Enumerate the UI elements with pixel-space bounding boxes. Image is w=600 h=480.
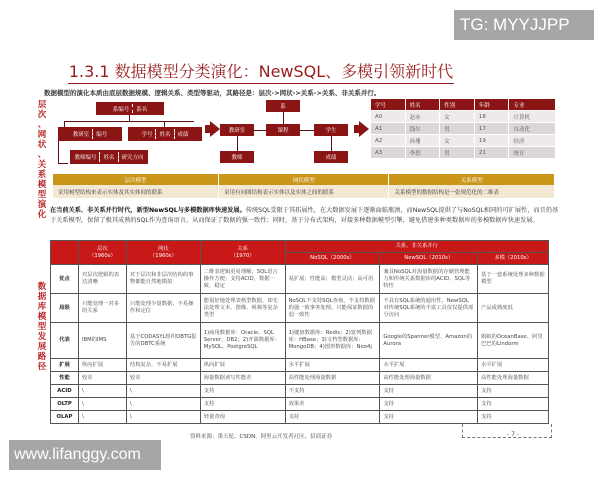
- hier-right-box: 学号 姓名 成绩: [128, 127, 202, 141]
- watermark-tg: TG: MYYJJPP: [454, 10, 594, 40]
- hier-left-box: 教研室 编号: [58, 127, 122, 141]
- side-label-evolution: 层 次 、 网 状 、 关 系 模 型 演 化: [37, 100, 47, 220]
- net-node-student: 学生: [314, 124, 348, 136]
- database-evolution-table: [50, 240, 549, 424]
- page-title: 1.3.1 数据模型分类演化：NewSQL、多模引领新时代: [68, 62, 454, 84]
- page-number: - 7 -: [507, 431, 519, 438]
- table-row: 扩展 纵向扩展 结构复杂，不易扩展 纵向扩展 水平扩展 水平扩展 水平扩展: [51, 359, 549, 372]
- table-row: ACID \ \ 支持 不支持 支持 支持: [51, 385, 549, 398]
- intro-text: 数据模型的演化本质由底层数据规模、逻辑关系、类型等驱动，其路径是：层次->网状->关系->关系、非关系并行。: [44, 89, 381, 97]
- net-node-course: 课程: [266, 124, 300, 136]
- student-relation-table: 学号 姓名 性别 年龄 专业 A0 赵赤 女 18 计算机 A1 钱尔 男 17 自动化 A2 孙珊 女 19 经济 A3 李思 男 21 统计: [370, 98, 556, 159]
- col-header-nosql: NoSQL（2000s）: [285, 253, 380, 265]
- table-row: A1 钱尔 男 17 自动化: [371, 123, 556, 135]
- watermark-site: www.lifanggy.com: [9, 440, 161, 470]
- col-header-network: 网状 （1960s）: [126, 241, 200, 265]
- arrow-right-icon: [210, 121, 220, 137]
- hier-root-box: 系编号 系名: [96, 102, 164, 115]
- hier-grandchild-box: 教师编号 姓名 研究方向: [70, 150, 148, 164]
- net-node-score: 成绩: [314, 151, 348, 163]
- net-node-teacher: 教师: [220, 151, 254, 163]
- col-header-multimodel: 多模（2010s）: [478, 253, 549, 265]
- table-row: 优点 对层次逻辑的表达清晰 对于层次和非层次结构的事物都能自然地模拟 二维表逻辑更易理解；SQL语言操作方便；支持ACID，数据一致、稳定 易扩展；性能高；模型灵活；高可用 兼具NoSQL对海量数据的存储管理能力和传统关系数据库的ACID、SQL等特性 基于一套系统处理多种数据模型: [51, 265, 549, 294]
- table-row: A3 李思 男 21 统计: [371, 147, 556, 159]
- col-header-relational: 关系 （1970）: [200, 241, 285, 265]
- col-header-hierarchical: 层次 （1960s）: [78, 241, 126, 265]
- net-node-dept: 系: [266, 100, 300, 112]
- table-row: A0 赵赤 女 18 计算机: [371, 111, 556, 123]
- table-row: 代表 IBM的IMS 基于CODASYL组织DBTG报告的DBTC系统 1)商用数据库：Oracle、SQL Server、DB2；2)开源数据库：MySQL、PostgreSQL 1)键值数据库：Redis；2)宽列数据库：HBase；3)文档型数据库：MongoDB；4)图形数据库：Neo4j Google的Spanner模型、Amazon的Aurora 蚂蚁的OceanBase、阿里巴巴的Lindorm: [51, 323, 549, 359]
- body-paragraph: 在当前关系、非关系并行时代，新型NewSQL与多模数据库快速发展。传统SQL受限于其拓展性，在大数据发展下逐渐面临瓶颈，而NewSQL提供了与NoSQL相同的可扩展性，而且仍基于关系模型，保留了极其成熟的SQL作为查询语言，从而保证了数据的强一致性；同时，基于分布式架构，对接多种数据模型引擎，避免搭建多种类数据库的多模数据库快速发展。: [50, 207, 559, 224]
- arrow-right-icon: [359, 121, 369, 137]
- source-note: 资料来源：墨天轮、CSDN、阿里云开发者社区、招商证券: [190, 434, 333, 440]
- table-row: A2 孙珊 女 19 经济: [371, 135, 556, 147]
- table-row: OLTP \ \ 支持 效果差 支持 支持: [51, 398, 549, 411]
- table-row: 局限 只能处理一对多的关系 只能处理少量数据；不易操作和定位 能很好地处理表格型数据，却无法处理文本、图像、视频等复杂类型 NoSQL不支持SQL查询，不支持数据的强一致事务处理，只能保证数据的弱一致性 不具有SQL系统的通用性，NewSQL对传统SQL系统的丰富工具仅仅提供部分访问 产品成熟度低: [51, 294, 549, 323]
- side-label-path: 数 据 库 模 型 发 展 路 径: [37, 282, 47, 372]
- table-row: 性能 较差 较差 海量数据读写性能差 高性能处理海量数据 高性能处理海量数据 高性能处理海量数据: [51, 372, 549, 385]
- model-description-table: 层次模型 网状模型 关系模型 采用树型结构来表示实体及其实体间的联系 采用有向图结构表示实体以及实体之间的联系 关系模型的数据结构是一张规范化的二维表: [53, 174, 555, 198]
- net-node-office: 教研室: [220, 124, 254, 136]
- group-header: 关系、非关系并行: [285, 241, 548, 253]
- col-header-newsql: NewSQL（2010s）: [380, 253, 478, 265]
- table-row: OLAP \ \ 轻量查询 支持 支持 支持: [51, 411, 549, 424]
